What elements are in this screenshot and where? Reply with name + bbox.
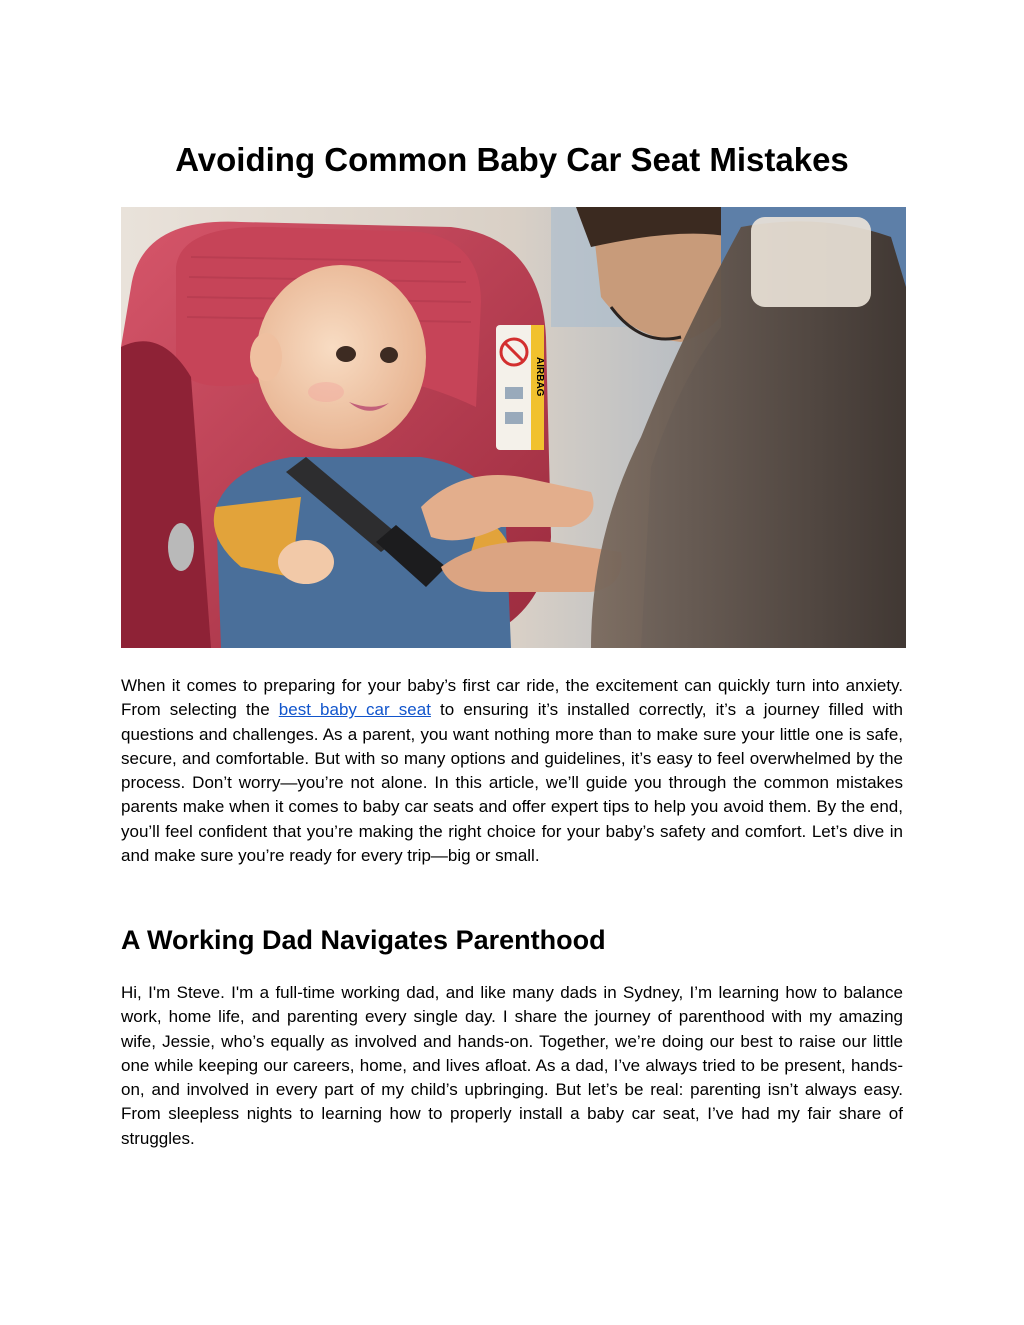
baby-hand [278, 540, 334, 584]
baby-eye-left [336, 346, 356, 362]
section-paragraph: Hi, I'm Steve. I'm a full-time working dad, and like many dads in Sydney, I’m learning how to balance work, home life, and parenting every single day. I share the journey of parenthood with my amazing wife, Jessie, who’s equally as involved and hands-on. Together, we’re doing our best to raise our little one while keeping our careers, home, and lives afloat. As a dad, I’ve always tried to be present, hands-on, and involved in every part of my child’s upbringing. But let’s be real: parenting isn’t always easy. From sleepless nights to learning how to properly install a baby car seat, I’ve had my fair share of struggles. [121, 983, 903, 1148]
baby-ear [250, 333, 282, 381]
baby-eye-right [380, 347, 398, 363]
front-seat-tray [751, 217, 871, 307]
airbag-label-text: AIRBAG [534, 357, 545, 397]
best-baby-car-seat-link[interactable]: best baby car seat [278, 700, 431, 720]
airbag-warning-label [496, 325, 545, 450]
section-heading: A Working Dad Navigates Parenthood [121, 925, 606, 955]
intro-text-before-link: When it comes to preparing for your baby’s first car ride, the excitement can quickly turn into anxiety. From selecting the [121, 676, 903, 720]
intro-paragraph [121, 674, 903, 868]
intro-text-after-link: to ensuring it’s installed correctly, it’s a journey filled with questions and challenges. As a parent, you want nothing more than to make sure your little one is safe, secure, and comfortable. But with so many options and guidelines, it’s easy to feel overwhelmed by the process. Don’t worry—you’re not alone. In this article, we’ll guide you through the common mistakes parents make when it comes to baby car seats and offer expert tips to help you avoid them. By the end, you’ll feel confident that you’re making the right choice for your baby’s safety and comfort. Let’s dive in and make sure you’re ready for every trip—big or small. [121, 700, 904, 866]
hero-image [121, 207, 906, 648]
page-title: Avoiding Common Baby Car Seat Mistakes [175, 141, 849, 178]
hero-illustration [121, 207, 906, 648]
seat-adjust-knob [168, 523, 194, 571]
